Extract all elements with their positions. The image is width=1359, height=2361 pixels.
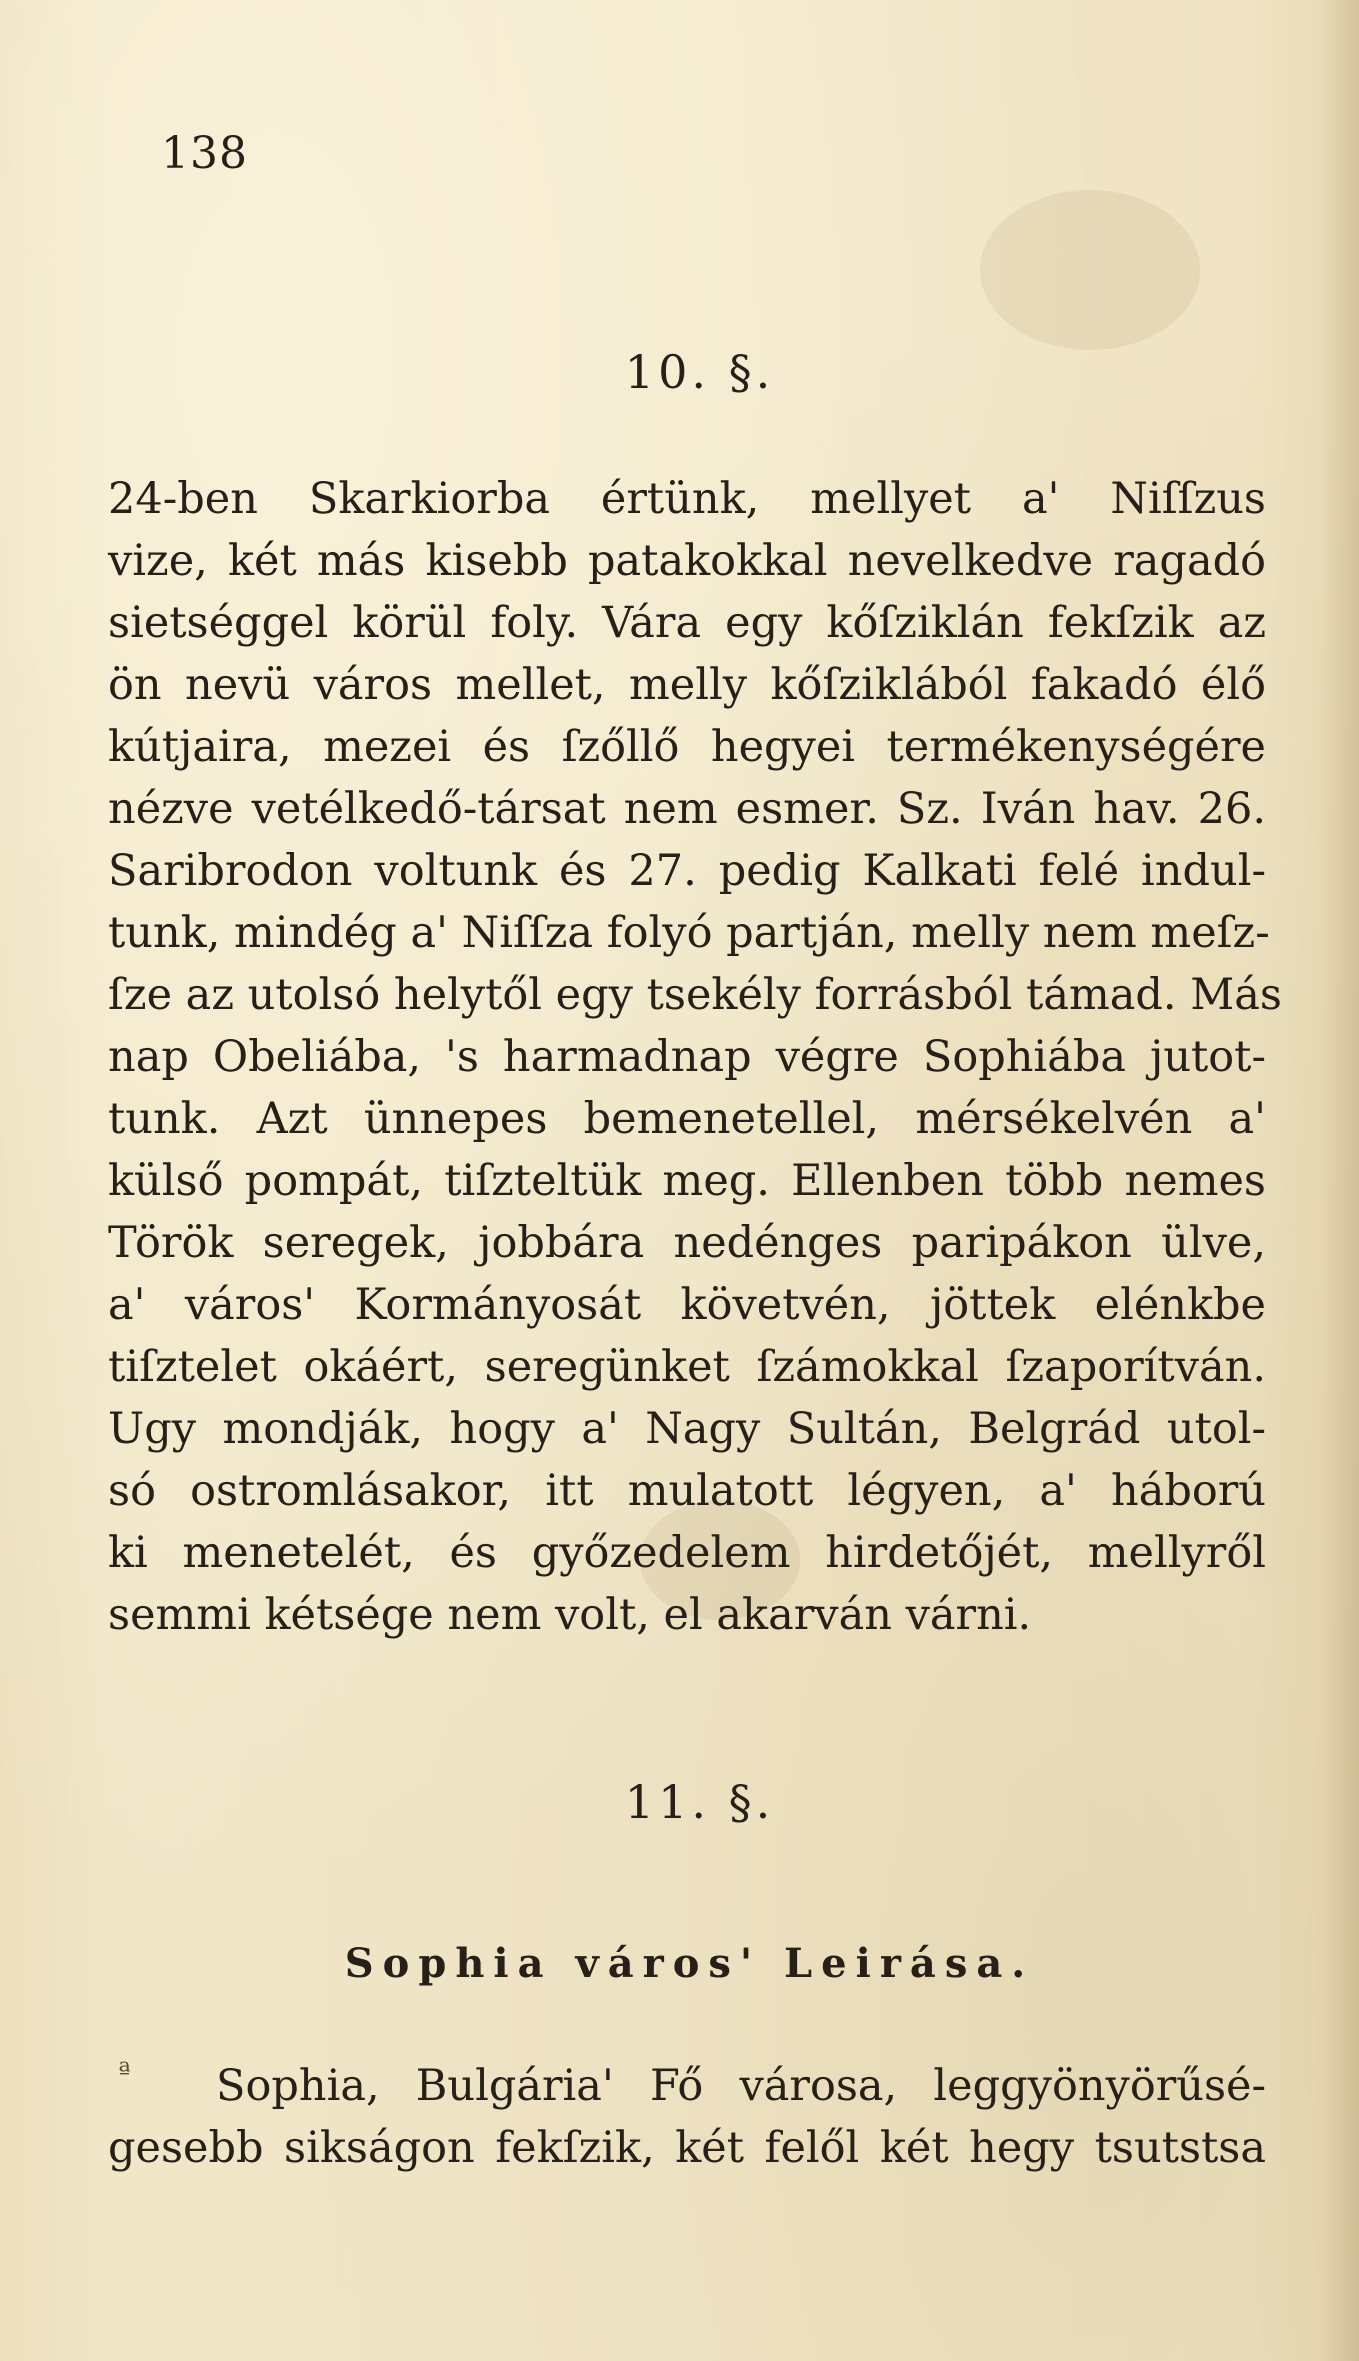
section-11-body xyxy=(108,2055,1266,2179)
text-line: semmi kétsége nem volt, el akarván várni. xyxy=(108,1590,1032,1640)
text-line: Saribrodon voltunk és 27. pedig Kalkati felé indul- xyxy=(108,846,1266,896)
text-line: Török seregek, jobbára nedénges paripákon ülve, xyxy=(108,1218,1266,1268)
section-10-heading: 10. §. xyxy=(624,345,775,399)
margin-mark: ª xyxy=(118,2058,131,2088)
text-line: sietséggel körül foly. Vára egy kőſziklán fekſzik az xyxy=(108,598,1266,648)
text-line: ki menetelét, és győzedelem hirdetőjét, mellyről xyxy=(108,1528,1266,1578)
text-line: kútjaira, mezei és ſzőllő hegyei termékenységére xyxy=(108,722,1266,772)
text-line: tunk. Azt ünnepes bemenetellel, mérsékelvén a' xyxy=(108,1094,1266,1144)
text-line: Sophia, Bulgária' Fő városa, leggyönyörűsé- xyxy=(216,2061,1266,2111)
section-11-heading: 11. §. xyxy=(624,1775,775,1829)
section-10-body xyxy=(108,468,1282,1646)
text-line: tiſztelet okáért, seregünket ſzámokkal ſzaporítván. xyxy=(108,1342,1266,1392)
text-line: gesebb sikságon fekſzik, két felől két hegy tsutstsa xyxy=(108,2123,1266,2173)
text-line: a' város' Kormányosát követvén, jöttek elénkbe xyxy=(108,1280,1266,1330)
text-line: külső pompát, tiſzteltük meg. Ellenben több nemes xyxy=(108,1156,1266,1206)
section-11-title: Sophia város' Leirása. xyxy=(344,1940,1035,1987)
page-number: 138 xyxy=(161,128,248,179)
text-line: tunk, mindég a' Niſſza folyó partján, melly nem meſz- xyxy=(108,908,1270,958)
text-line: 24-ben Skarkiorba értünk, mellyet a' Niſſzus xyxy=(108,474,1266,524)
paper-stain xyxy=(980,190,1200,350)
text-line: ſze az utolsó helytől egy tsekély forrásból támad. Más xyxy=(108,970,1282,1020)
text-line: só ostromlásakor, itt mulatott légyen, a' háború xyxy=(108,1466,1266,1516)
text-line: nézve vetélkedő-társat nem esmer. Sz. Iván hav. 26. xyxy=(108,784,1266,834)
text-line: Ugy mondják, hogy a' Nagy Sultán, Belgrád utol- xyxy=(108,1404,1266,1454)
text-line: vize, két más kisebb patakokkal nevelkedve ragadó xyxy=(108,536,1266,586)
text-line: nap Obeliába, 's harmadnap végre Sophiába jutot- xyxy=(108,1032,1266,1082)
text-line: ön nevü város mellet, melly kőſziklából fakadó élő xyxy=(108,660,1266,710)
